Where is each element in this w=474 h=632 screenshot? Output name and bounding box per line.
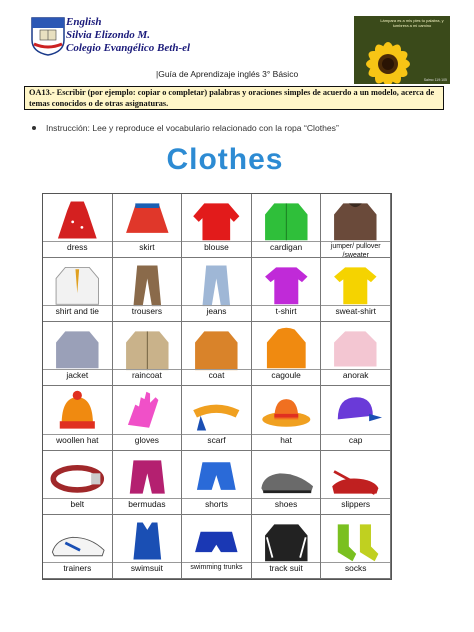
clothes-picture: [323, 516, 388, 564]
clothes-item: [182, 322, 252, 386]
clothes-picture: [115, 195, 180, 243]
clothes-item: [113, 515, 183, 579]
clothes-label: jumper/ pullover /sweater: [321, 241, 390, 257]
clothes-item: [182, 451, 252, 515]
clothes-item: [321, 194, 391, 258]
school-line-teacher: Silvia Elizondo M.: [66, 29, 151, 41]
clothes-picture: [184, 323, 249, 371]
clothes-label: shoes: [252, 498, 321, 514]
clothes-picture: [254, 516, 319, 564]
clothes-label: shirt and tie: [43, 305, 112, 321]
clothes-picture: [45, 387, 110, 435]
clothes-label: scarf: [182, 434, 251, 450]
clothes-item: [252, 515, 322, 579]
guide-title: |Guía de Aprendizaje inglés 3° Básico: [156, 69, 299, 79]
header: [30, 16, 450, 86]
flower-verse: Lámpara es a mis pies tu palabra, y lumbrera a mi camino: [380, 18, 444, 28]
clothes-label: cap: [321, 434, 390, 450]
clothes-picture: [45, 195, 110, 243]
clothes-item: [321, 386, 391, 450]
clothes-label: coat: [182, 369, 251, 385]
clothes-label: woollen hat: [43, 434, 112, 450]
clothes-label: belt: [43, 498, 112, 514]
clothes-item: [252, 451, 322, 515]
clothes-label: bermudas: [113, 498, 182, 514]
flower-image: [354, 16, 450, 84]
clothes-picture: [45, 259, 110, 307]
clothes-label: sweat-shirt: [321, 305, 390, 321]
clothes-label: swimming trunks: [182, 562, 251, 578]
clothes-label: cardigan: [252, 241, 321, 257]
clothes-grid: [42, 193, 392, 580]
learning-objective: OA13.- Escribir (por ejemplo: copiar o completar) palabras y oraciones simples de acuerdo a un modelo, acerca de temas conocidos o de otras asignaturas.: [24, 86, 444, 110]
clothes-picture: [254, 387, 319, 435]
clothes-label: skirt: [113, 241, 182, 257]
clothes-label: cagoule: [252, 369, 321, 385]
clothes-label: blouse: [182, 241, 251, 257]
clothes-item: [43, 451, 113, 515]
page-title: Clothes: [166, 143, 284, 176]
clothes-label: raincoat: [113, 369, 182, 385]
instruction: Instrucción: Lee y reproduce el vocabulario relacionado con la ropa “Clothes”: [46, 123, 339, 133]
clothes-label: anorak: [321, 369, 390, 385]
clothes-item: [113, 386, 183, 450]
clothes-item: [43, 386, 113, 450]
clothes-picture: [323, 195, 388, 243]
clothes-item: [182, 515, 252, 579]
clothes-item: [252, 194, 322, 258]
clothes-label: hat: [252, 434, 321, 450]
clothes-item: [321, 322, 391, 386]
clothes-picture: [254, 452, 319, 500]
bullet-icon: [32, 126, 36, 130]
clothes-item: [182, 386, 252, 450]
clothes-picture: [254, 195, 319, 243]
clothes-item: [43, 194, 113, 258]
clothes-picture: [184, 259, 249, 307]
clothes-label: t-shirt: [252, 305, 321, 321]
clothes-label: slippers: [321, 498, 390, 514]
clothes-picture: [115, 323, 180, 371]
clothes-label: shorts: [182, 498, 251, 514]
clothes-label: trainers: [43, 562, 112, 578]
clothes-picture: [184, 516, 249, 564]
clothes-picture: [115, 452, 180, 500]
clothes-item: [252, 258, 322, 322]
clothes-label: track suit: [252, 562, 321, 578]
clothes-picture: [45, 452, 110, 500]
clothes-picture: [254, 323, 319, 371]
clothes-picture: [45, 323, 110, 371]
clothes-picture: [45, 516, 110, 564]
clothes-item: [182, 258, 252, 322]
clothes-label: jeans: [182, 305, 251, 321]
school-line-school: Colegio Evangélico Beth-el: [66, 42, 191, 54]
clothes-item: [113, 258, 183, 322]
flower-verse-ref: Salmo 119:105: [423, 78, 447, 82]
clothes-picture: [184, 195, 249, 243]
clothes-picture: [115, 259, 180, 307]
clothes-item: [43, 258, 113, 322]
school-line-subject: English: [66, 16, 102, 28]
clothes-picture: [323, 323, 388, 371]
clothes-item: [113, 194, 183, 258]
clothes-picture: [115, 387, 180, 435]
clothes-picture: [115, 516, 180, 564]
clothes-label: trousers: [113, 305, 182, 321]
clothes-label: swimsuit: [113, 562, 182, 578]
clothes-picture: [323, 387, 388, 435]
clothes-label: socks: [321, 562, 390, 578]
clothes-item: [182, 194, 252, 258]
clothes-picture: [184, 387, 249, 435]
clothes-label: gloves: [113, 434, 182, 450]
clothes-picture: [323, 452, 388, 500]
clothes-item: [252, 386, 322, 450]
clothes-label: dress: [43, 241, 112, 257]
clothes-item: [321, 258, 391, 322]
clothes-item: [113, 451, 183, 515]
clothes-picture: [184, 452, 249, 500]
clothes-item: [321, 515, 391, 579]
clothes-item: [321, 451, 391, 515]
clothes-item: [43, 515, 113, 579]
clothes-label: jacket: [43, 369, 112, 385]
clothes-picture: [254, 259, 319, 307]
clothes-item: [43, 322, 113, 386]
clothes-item: [113, 322, 183, 386]
clothes-item: [252, 322, 322, 386]
clothes-picture: [323, 259, 388, 307]
school-logo: [30, 16, 66, 56]
